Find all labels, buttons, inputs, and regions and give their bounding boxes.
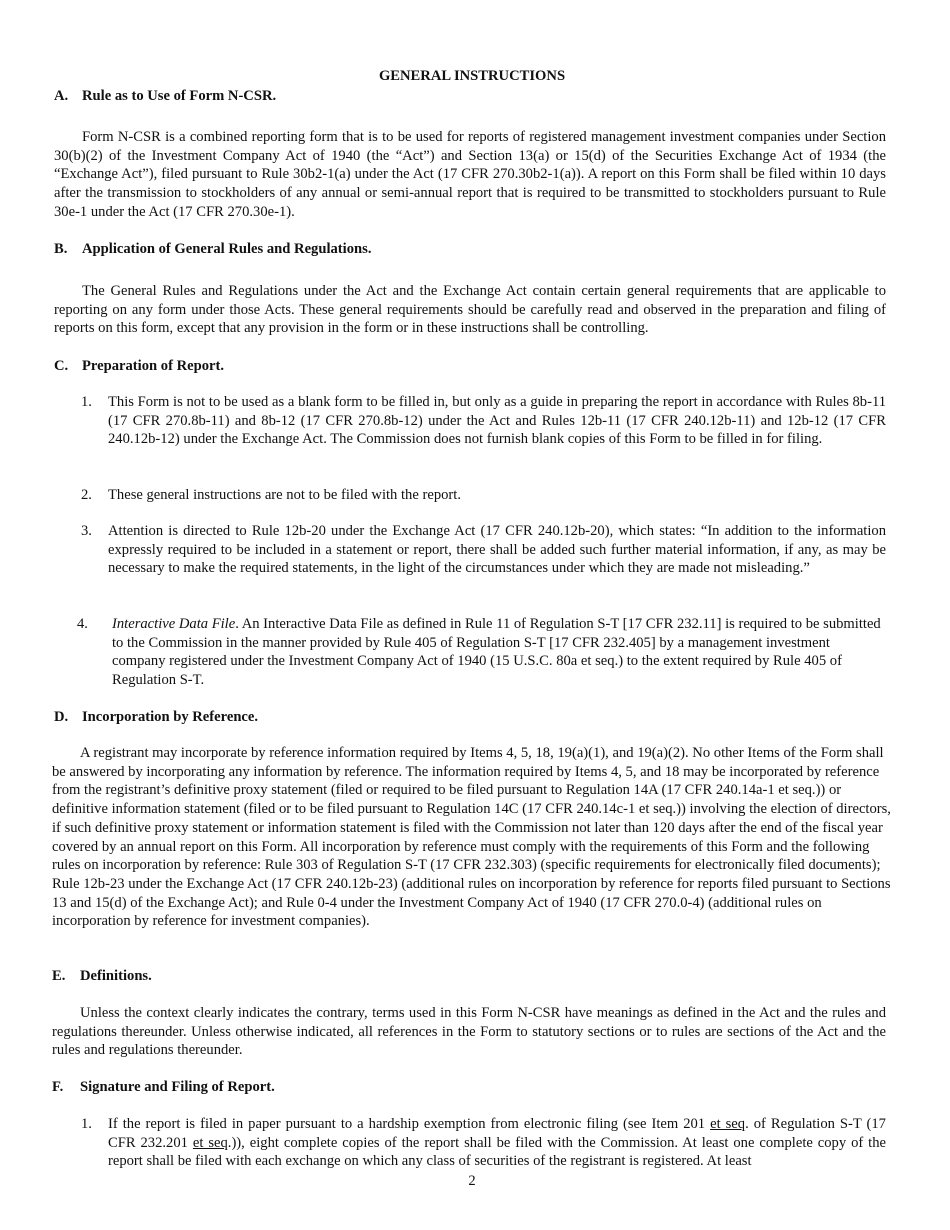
section-d-paragraph: A registrant may incorporate by reference information required by Items 4, 5, 18, 19(a)(1), and 19(a)(2). No other Items of the Form shall be answered by incorporating any information by reference. The information required by Items 4, 5, and 18 may be incorporated by reference from the registrant’s definitive proxy statement (filed or required to be filed pursuant to Regulation 14A (17 CFR 240.14a-1 et seq.)) or definitive information statement (filed or to be filed pursuant to Regulation 14C (17 CFR 240.14c-1 et seq.)) involving the election of directors, if such definitive proxy statement or information statement is filed with the Commission not later than 120 days after the end of the fiscal year covered by an annual report on this Form. All incorporation by reference must comply with the requirements of this Form and the following rules on incorporation by reference: Rule 303 of Regulation S-T (17 CFR 232.303) (specific requirements for electronically filed documents); Rule 12b-23 under the Exchange Act (17 CFR 240.12b-23) (additional rules on incorporation by reference for reports filed pursuant to Sections 13 and 15(d) of the Exchange Act); and Rule 0-4 under the Investment Company Act of 1940 (17 CFR 270.0-4) (additional rules on incorporation by reference for investment companies). <box>52 745 891 930</box>
section-c-title: Preparation of Report. <box>82 358 224 374</box>
section-f-heading <box>52 1078 275 1097</box>
section-f-title: Signature and Filing of Report. <box>80 1079 275 1095</box>
section-c-letter: C. <box>54 358 69 374</box>
item-text <box>112 615 885 690</box>
item-lead: Interactive Data File <box>112 616 236 632</box>
section-d-title: Incorporation by Reference. <box>82 709 259 725</box>
section-e-paragraph: Unless the context clearly indicates the contrary, terms used in this Form N-CSR have meanings as defined in the Act and the rules and regulations thereunder. Unless otherwise indicated, all references in the Form to statutory sections or to rules are sections of the Act and the rules and regulations thereunder. <box>52 1005 886 1059</box>
section-c-item-3 <box>81 522 886 578</box>
item-text <box>108 1115 886 1171</box>
item-text: These general instructions are not to be filed with the report. <box>108 487 461 503</box>
section-f-letter: F. <box>52 1079 64 1095</box>
section-b-heading <box>54 240 371 259</box>
section-a-letter: A. <box>54 88 69 104</box>
section-b-letter: B. <box>54 241 68 257</box>
item-number: 3. <box>81 523 92 539</box>
document-title: GENERAL INSTRUCTIONS <box>378 68 566 84</box>
section-e-title: Definitions. <box>80 968 152 984</box>
section-d-heading <box>54 708 258 727</box>
item-text-part: .)), eight complete copies of the report shall be filed with the Commission. At least one complete copy of the report shall be filed with each exchange on which any class of securities of the registrant is registered. At least <box>108 1134 886 1170</box>
section-a-paragraph: Form N-CSR is a combined reporting form that is to be used for reports of registered management investment companies under Section 30(b)(2) of the Investment Company Act of 1940 (the “Act”) and Section 13(a) or 15(d) of the Securities Exchange Act of 1934 (the “Exchange Act”), filed pursuant to Rule 30b2-1(a) under the Act (17 CFR 270.30b2-1(a)). A report on this Form shall be filed within 10 days after the transmission to stockholders of any annual or semi-annual report that is required to be transmitted to stockholders pursuant to Rule 30e-1 under the Act (17 CFR 270.30e-1). <box>54 129 886 220</box>
section-e-letter: E. <box>52 968 66 984</box>
item-rest: . An Interactive Data File as defined in Rule 11 of Regulation S-T [17 CFR 232.11] is required to be submitted to the Commission in the manner provided by Rule 405 of Regulation S-T [17 CFR 232.405] by a management investment company registered under the Investment Company Act of 1940 (15 U.S.C. 80a et seq.) to the extent required by Rule 405 of Regulation S-T. <box>112 616 881 689</box>
section-c-item-1 <box>81 393 886 449</box>
item-number: 1. <box>81 1116 92 1132</box>
section-c-item-2 <box>81 486 886 505</box>
section-c-item-4 <box>77 615 885 690</box>
section-a-title: Rule as to Use of Form N-CSR. <box>82 88 277 104</box>
section-c-heading <box>54 357 224 376</box>
section-b-paragraph: The General Rules and Regulations under the Act and the Exchange Act contain certain general requirements that are applicable to reporting on any form under those Acts. These general requirements should be carefully read and observed in the preparation and filing of reports on this form, except that any provision in the form or in these instructions shall be controlling. <box>54 283 886 337</box>
page-number: 2 <box>468 1173 476 1189</box>
section-f-item-1 <box>81 1115 886 1171</box>
item-number: 2. <box>81 487 92 503</box>
item-number: 4. <box>77 616 88 632</box>
item-text-part: If the report is filed in paper pursuant to a hardship exemption from electronic filing (see Item 201 <box>108 1116 711 1132</box>
item-text-part: . of Regulation S-T (17 CFR 232.201 <box>108 1116 886 1151</box>
et-seq-underlined: et seq <box>192 1134 228 1151</box>
section-e-heading <box>52 967 152 986</box>
section-b-title: Application of General Rules and Regulations. <box>82 241 372 257</box>
item-text: This Form is not to be used as a blank form to be filled in, but only as a guide in preparing the report in accordance with Rules 8b-11 (17 CFR 270.8b-11) and 8b-12 (17 CFR 270.8b-12) under the Act and Rules 12b-11 (17 CFR 240.12b-11) and 12b-12 (17 CFR 240.12b-12) under the Exchange Act. The Commission does not furnish blank copies of this Form to be filled in for filing. <box>108 394 886 448</box>
section-a-heading <box>54 87 276 106</box>
item-text: Attention is directed to Rule 12b-20 under the Exchange Act (17 CFR 240.12b-20), which states: “In addition to the information expressly required to be included in a statement or report, there shall be added such further material information, if any, as may be necessary to make the required statements, in the light of the circumstances under which they are made not misleading.” <box>108 523 886 577</box>
et-seq-underlined: et seq <box>710 1116 746 1132</box>
item-number: 1. <box>81 394 92 410</box>
section-d-letter: D. <box>54 709 69 725</box>
